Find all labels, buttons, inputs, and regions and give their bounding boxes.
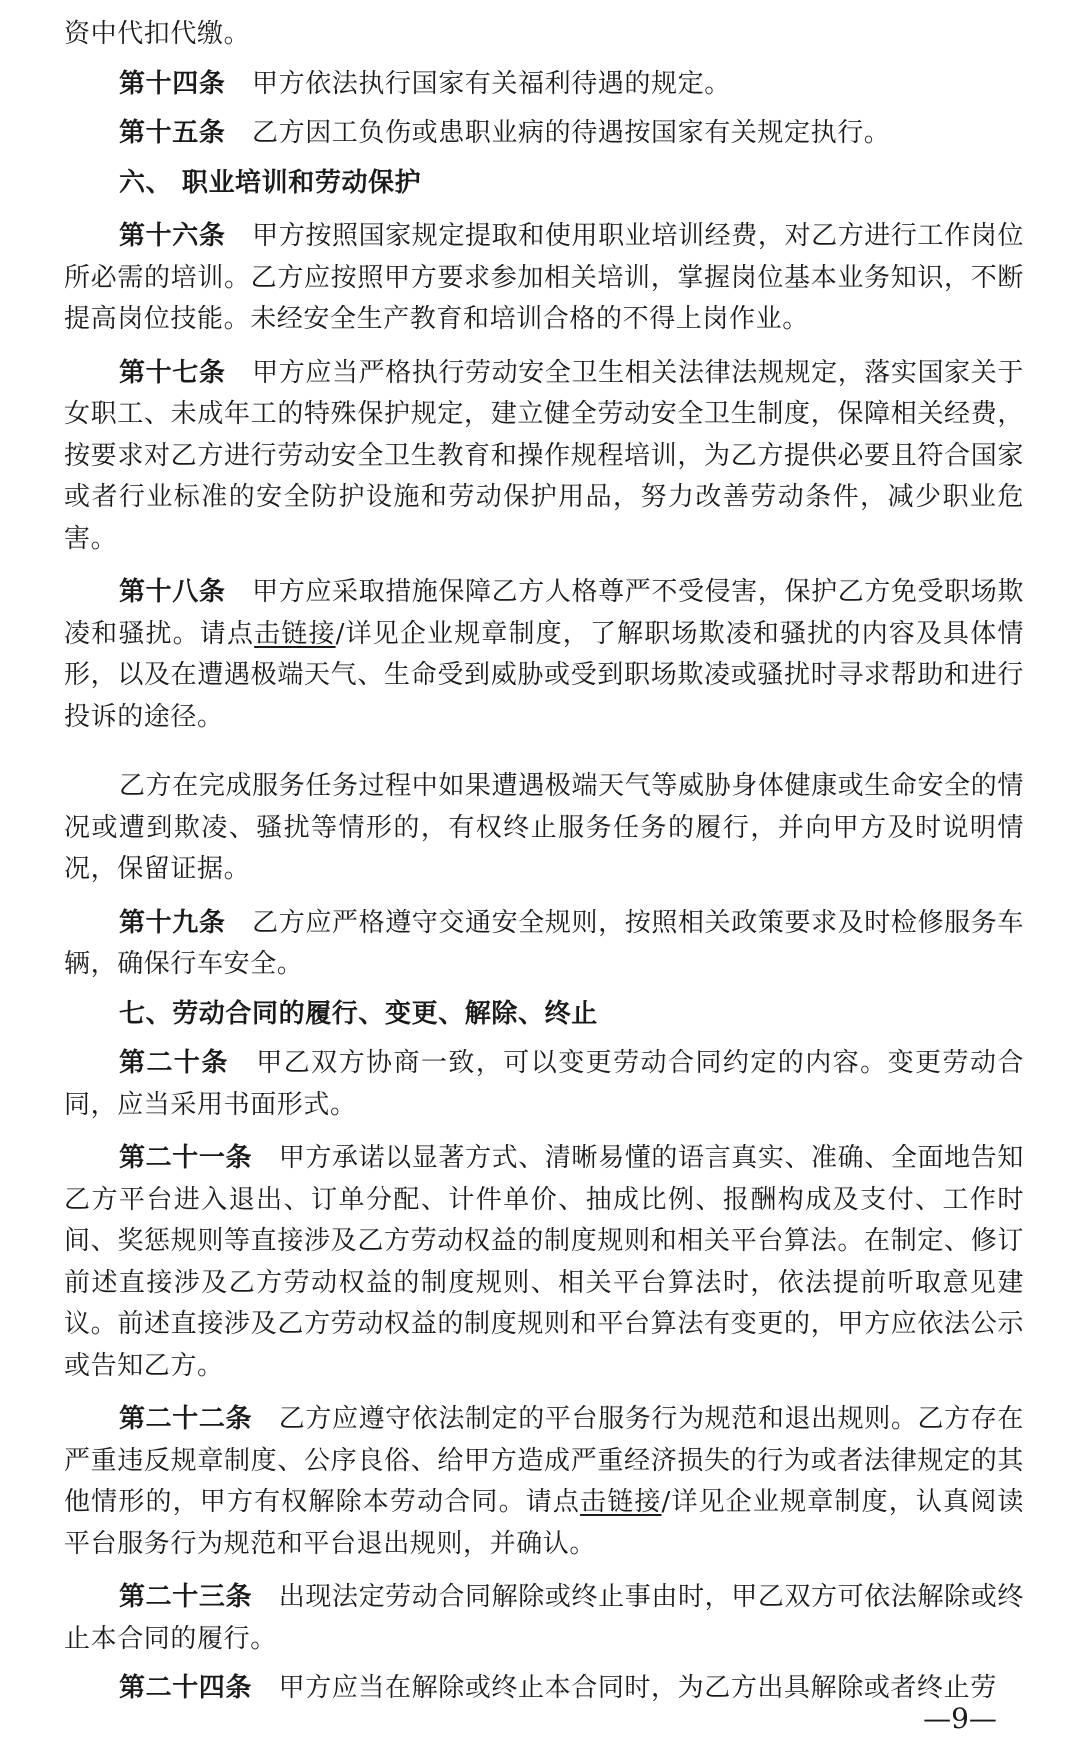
article-number: 第十四条 [119,68,226,99]
article-number: 第十八条 [119,577,226,607]
paragraph-text: /详见企业规章制度，了解职场欺凌和骚扰的内容及具体情形，以及在遭遇极端天气、生命受到威胁或受到职场欺凌或骚扰时寻求帮助和进行投诉的途径。 [64,618,1024,732]
article-number: 第二十一条 [119,1143,253,1173]
document-body [64,14,1024,1710]
paragraph-10 [64,1043,1024,1126]
paragraph-text: 甲方承诺以显著方式、清晰易懂的语言真实、准确、全面地告知乙方平台进入退出、订单分配、计件单价、抽成比例、报酬构成及支付、工作时间、奖惩规则等直接涉及乙方劳动权益的制度规则和相关平台算法。在制定、修订前述直接涉及乙方劳动权益的制度规则、相关平台算法时，依法提前听取意见建议。前述直接涉及乙方劳动权益的制度规则和平台算法有变更的，甲方应依法公示或告知乙方。 [64,1143,1024,1381]
paragraph-11 [64,1138,1024,1387]
paragraph-text: 资中代扣代缴。 [64,19,251,49]
paragraph-text: 乙方在完成服务任务过程中如果遭遇极端天气等威胁身体健康或生命安全的情况或遭到欺凌、骚扰等情形的，有权终止服务任务的履行，并向甲方及时说明情况，保留证据。 [64,771,1024,884]
article-number: 第二十条 [119,1048,229,1078]
paragraph-7 [64,766,1024,891]
paragraph-text: 甲方应采取措施保障乙方人格尊严不受侵害，保护乙方免受职场欺凌和骚扰。请点 [64,577,1024,649]
paragraph-text: 甲方依法执行国家有关福利待遇的规定。 [225,68,731,99]
article-number: 第十九条 [119,907,226,938]
paragraph-text: /详见企业规章制度，认真阅读平台服务行为规范和平台退出规则，并确认。 [64,1487,1024,1559]
paragraph-text: 甲方应当严格执行劳动安全卫生相关法律法规规定，落实国家关于女职工、未成年工的特殊保护规定，建立健全劳动安全卫生制度，保障相关经费，按要求对乙方进行劳动安全卫生教育和操作规程培训，为乙方提供必要且符合国家或者行业标准的安全防护设施和劳动保护用品，努力改善劳动条件，减少职业危害。 [64,357,1024,554]
paragraph-text: 甲乙双方协商一致，可以变更劳动合同约定的内容。变更劳动合同，应当采用书面形式。 [64,1048,1025,1120]
paragraph-text: 出现法定劳动合同解除或终止事由时，甲乙双方可依法解除或终止本合同的履行。 [64,1582,1024,1654]
paragraph-1 [64,64,1024,106]
section-title: 七、劳动合同的履行、变更、解除、终止 [119,998,598,1029]
page-number: —9— [923,1702,997,1735]
paragraph-text: 甲方按照国家规定提取和使用职业培训经费，对乙方进行工作岗位所必需的培训。乙方应按照甲方要求参加相关培训，掌握岗位基本业务知识，不断提高岗位技能。未经安全生产教育和培训合格的不得上岗作业。 [64,221,1024,334]
paragraph-text: 甲方应当在解除或终止本合同时，为乙方出具解除或者终止劳 [252,1673,997,1703]
paragraph-12 [64,1399,1024,1565]
paragraph-text: 乙方应遵守依法制定的平台服务行为规范和退出规则。乙方存在严重违反规章制度、公序良俗、给甲方造成严重经济损失的行为或者法律规定的其他情形的，甲方有权解除本劳动合同。请点 [64,1404,1024,1517]
link-text[interactable]: 击链接 [254,618,336,649]
paragraph-2 [64,113,1024,155]
article-number: 第二十二条 [119,1404,253,1434]
paragraph-text: 乙方因工负伤或患职业病的待遇按国家有关规定执行。 [225,118,891,148]
paragraph-13 [64,1577,1024,1660]
article-number: 第二十四条 [119,1673,253,1703]
paragraph-14 [64,1668,1024,1710]
section-heading-6 [64,163,1024,205]
link-text[interactable]: 击链接 [580,1487,662,1517]
article-number: 第十六条 [119,221,226,251]
article-number: 第二十三条 [119,1582,253,1612]
paragraph-6 [64,572,1024,738]
paragraph-4 [64,216,1024,341]
section-heading-7 [64,994,1024,1036]
paragraph-text: 乙方应严格遵守交通安全规则，按照相关政策要求及时检修服务车辆，确保行车安全。 [64,907,1024,979]
article-number: 第十七条 [119,357,226,388]
paragraph-5 [64,353,1024,561]
paragraph-8 [64,903,1024,986]
section-title: 六、 职业培训和劳动保护 [119,167,422,198]
paragraph-0 [64,14,1024,56]
article-number: 第十五条 [119,118,226,148]
